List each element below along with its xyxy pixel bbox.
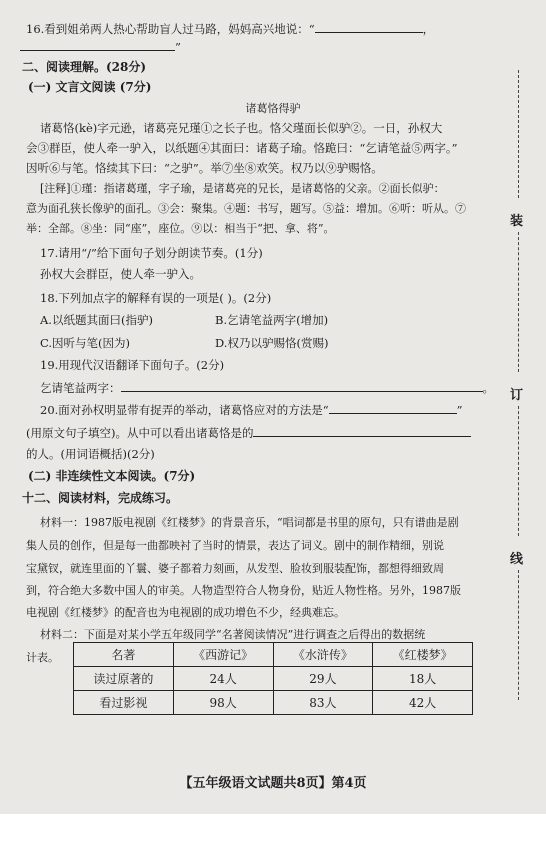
note-line: 意为面孔狭长像驴的面孔。③会：聚集。④题：书写，题写。⑤益：增加。⑥听：听从。⑦ xyxy=(26,202,466,215)
question-20-text2: (用原文句子填空)。从中可以看出诸葛恪是的 xyxy=(26,426,254,440)
passage-line: 因听⑥与笔。恪续其下曰：“之驴”。举⑦坐⑧欢笑。权乃以⑨驴赐恪。 xyxy=(26,161,383,175)
dashed-line xyxy=(518,570,519,700)
reading-survey-table xyxy=(73,642,473,715)
table-header-cell: 名著 xyxy=(74,643,174,667)
answer-blank[interactable] xyxy=(121,379,483,392)
question-20 xyxy=(40,401,463,418)
note-line: 举：全部。⑧坐：同“座”，座位。⑨以：相当于“把、拿、将”。 xyxy=(26,222,335,235)
answer-blank[interactable] xyxy=(329,401,457,414)
table-header-cell: 《水浒传》 xyxy=(273,643,373,667)
dashed-line xyxy=(518,70,519,198)
question-16-text: 16.看到姐弟两人热心帮助盲人过马路，妈妈高兴地说：“ xyxy=(26,22,315,36)
table-row xyxy=(74,691,473,715)
section-heading: 十二、阅读材料，完成练习。 xyxy=(22,491,179,505)
binding-char: 线 xyxy=(510,552,524,567)
question-18: 18.下列加点字的解释有误的一项是( )。(2分) xyxy=(40,291,272,305)
question-19: 19.用现代汉语翻译下面句子。(2分) xyxy=(40,358,225,372)
dashed-line xyxy=(518,406,519,536)
material-line: 集人员的创作，但是每一曲都映衬了当时的情景，表达了词义。剧中的制作精细，别说 xyxy=(26,539,444,552)
question-16-line2 xyxy=(20,38,181,55)
question-20-line2 xyxy=(26,424,471,441)
question-17-sentence: 孙权大会群臣，使人牵一驴入。 xyxy=(40,267,201,281)
question-20-line3: 的人。(用词语概括)(2分) xyxy=(26,447,155,461)
passage-title: 诸葛恪得驴 xyxy=(245,102,301,115)
question-16-end: ， xyxy=(422,22,435,36)
dashed-line xyxy=(518,232,519,372)
answer-blank[interactable] xyxy=(315,20,423,33)
question-17: 17.请用“/”给下面句子划分朗读节奏。(1分) xyxy=(40,246,263,260)
section-heading: 二、阅读理解。(28分) xyxy=(22,60,147,74)
option-b[interactable]: B.乞请笔益两字(增加) xyxy=(215,313,329,327)
table-cell: 24人 xyxy=(173,667,273,691)
material-line: 宝黛钗，就连里面的丫鬟、婆子都着力刻画，从发型、脸妆到服装配饰，都想得细致周 xyxy=(26,562,444,575)
option-a[interactable]: A.以纸题其面曰(指驴) xyxy=(40,313,153,327)
table-cell: 42人 xyxy=(373,691,473,715)
material-line: 电视剧《红楼梦》的配音也为电视剧的成功增色不少，经典难忘。 xyxy=(26,606,345,619)
question-20-end: ” xyxy=(456,403,463,417)
passage-line: 会③群臣，使人牵一驴入，以纸题④其面曰：诸葛子瑜。恪跪曰：“乞请笔益⑤两字。” xyxy=(26,141,458,155)
material-line: 材料一：1987版电视剧《红楼梦》的背景音乐，“唱词都是书里的原句，只有谱曲是剧 xyxy=(40,516,459,529)
binding-char: 装 xyxy=(510,214,524,229)
page-footer: 【五年级语文试题共8页】第4页 xyxy=(179,776,367,791)
table-header-cell: 《西游记》 xyxy=(173,643,273,667)
question-19-sentence xyxy=(40,379,494,396)
question-19-end: 。 xyxy=(482,381,494,395)
subsection-heading: (二) 非连续性文本阅读。(7分) xyxy=(28,469,196,483)
table-cell: 18人 xyxy=(373,667,473,691)
binding-line xyxy=(507,70,531,710)
option-d[interactable]: D.权乃以驴赐恪(赏赐) xyxy=(215,336,329,350)
material-2-line: 材料二：下面是对某小学五年级同学“名著阅读情况”进行调查之后得出的数据统 xyxy=(40,628,426,641)
question-20-text: 20.面对孙权明显带有捉弄的举动，诸葛恪应对的方法是“ xyxy=(40,403,329,417)
question-16-close: ” xyxy=(175,40,181,54)
table-cell: 29人 xyxy=(273,667,373,691)
answer-blank[interactable] xyxy=(20,38,175,51)
table-row xyxy=(74,667,473,691)
binding-char: 订 xyxy=(510,388,524,403)
table-header-cell: 《红楼梦》 xyxy=(373,643,473,667)
table-header-row xyxy=(74,643,473,667)
question-16 xyxy=(26,20,434,37)
note-line: [注释]①瑾：指诸葛瑾，字子瑜，是诸葛亮的兄长，是诸葛恪的父亲。②面长似驴： xyxy=(40,182,445,195)
material-line: 到，符合绝大多数中国人的审美。人物造型符合人物身份，贴近人物性格。另外，1987版 xyxy=(26,584,461,597)
table-cell: 读过原著的 xyxy=(74,667,174,691)
material-2-tail: 计表。 xyxy=(26,651,59,664)
table-cell: 看过影视 xyxy=(74,691,174,715)
table-cell: 83人 xyxy=(273,691,373,715)
passage-line: 诸葛恪(kè)字元逊，诸葛亮兄瑾①之长子也。恪父瑾面长似驴②。一日，孙权大 xyxy=(40,121,443,135)
subsection-heading: (一) 文言文阅读 (7分) xyxy=(28,80,152,94)
question-19-text: 乞请笔益两字： xyxy=(40,381,121,395)
answer-blank[interactable] xyxy=(253,424,471,437)
option-c[interactable]: C.因听与笔(因为) xyxy=(40,336,131,350)
table-cell: 98人 xyxy=(173,691,273,715)
